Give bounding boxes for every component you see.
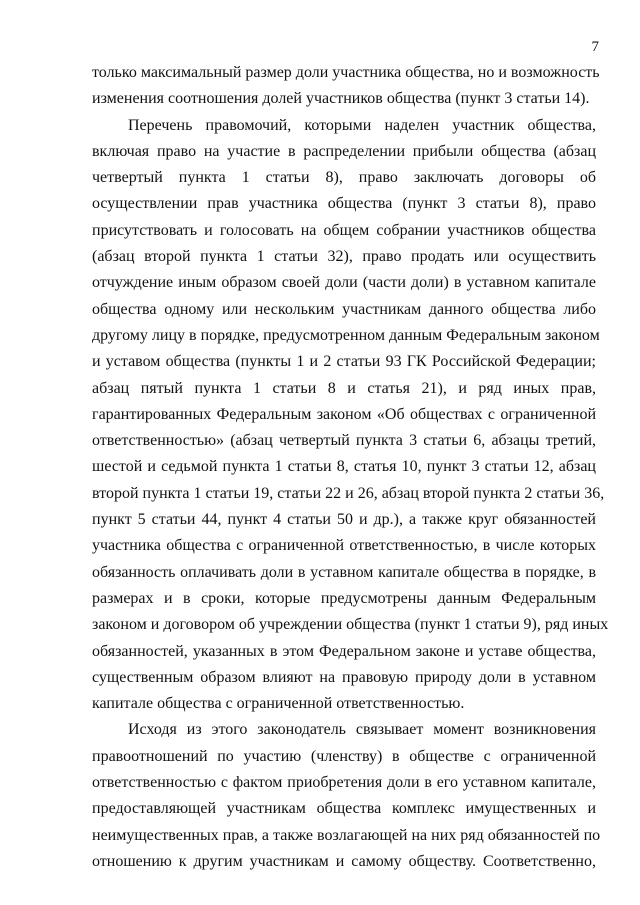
text-line: второй пункта 1 статьи 19, статьи 22 и 26, абзац второй пункта 2 статьи 36, bbox=[92, 484, 605, 502]
text-line: существенным образом влияют на правовую природу доли в уставном bbox=[92, 668, 596, 686]
text-line: правоотношений по участию (членству) в обществе с ограниченной bbox=[92, 747, 596, 765]
text-line: гарантированных Федеральным законом «Об обществах с ограниченной bbox=[92, 405, 596, 423]
text-line: участника общества с ограниченной ответственностью, в числе которых bbox=[92, 537, 596, 555]
text-line: общества одному или нескольким участникам данного общества либо bbox=[92, 300, 596, 318]
text-line: размерах и в сроки, которые предусмотрены данным Федеральным bbox=[92, 589, 596, 607]
text-line: другому лицу в порядке, предусмотренном данным Федеральным законом bbox=[92, 326, 600, 344]
text-line: отчуждение иным образом своей доли (части доли) в уставном капитале bbox=[92, 274, 596, 292]
text-line: включая право на участие в распределении прибыли общества (абзац bbox=[92, 142, 596, 160]
text-line: Исходя из этого законодатель связывает момент возникновения bbox=[128, 721, 596, 739]
body-text bbox=[92, 60, 609, 875]
text-line: неимущественных прав, а также возлагающей на них ряд обязанностей по bbox=[92, 826, 601, 844]
text-line: осуществлении прав участника общества (пункт 3 статьи 8), право bbox=[92, 195, 596, 213]
text-line: и уставом общества (пункты 1 и 2 статьи 93 ГК Российской Федерации; bbox=[92, 353, 596, 371]
page-number: 7 bbox=[591, 39, 599, 55]
text-line: ответственностью» (абзац четвертый пункта 3 статьи 6, абзацы третий, bbox=[92, 432, 596, 450]
paragraph-2 bbox=[92, 113, 609, 718]
text-line: пункт 5 статьи 44, пункт 4 статьи 50 и др.), а также круг обязанностей bbox=[92, 511, 596, 529]
text-line: абзац пятый пункта 1 статьи 8 и статья 21), и ряд иных прав, bbox=[92, 379, 596, 397]
text-line: обязанность оплачивать доли в уставном капитале общества в порядке, в bbox=[92, 563, 596, 581]
text-line: капитале общества с ограниченной ответственностью. bbox=[92, 695, 465, 713]
paragraph-1 bbox=[92, 60, 600, 113]
text-line: изменения соотношения долей участников общества (пункт 3 статьи 14). bbox=[92, 90, 590, 108]
text-line: законом и договором об учреждении общества (пункт 1 статьи 9), ряд иных bbox=[92, 616, 609, 634]
text-line: отношению к другим участникам и самому обществу. Соответственно, bbox=[92, 852, 596, 870]
text-line: шестой и седьмой пункта 1 статьи 8, статья 10, пункт 3 статьи 12, абзац bbox=[92, 458, 596, 476]
text-line: присутствовать и голосовать на общем собрании участников общества bbox=[92, 221, 596, 239]
paragraph-3 bbox=[92, 717, 601, 875]
text-line: четвертый пункта 1 статьи 8), право заключать договоры об bbox=[92, 169, 596, 187]
text-line: ответственностью с фактом приобретения доли в его уставном капитале, bbox=[92, 774, 596, 792]
text-line: обязанностей, указанных в этом Федеральном законе и уставе общества, bbox=[92, 642, 596, 660]
text-line: предоставляющей участникам общества комплекс имущественных и bbox=[92, 800, 596, 818]
text-line: только максимальный размер доли участника общества, но и возможность bbox=[92, 64, 600, 81]
text-line: Перечень правомочий, которыми наделен участник общества, bbox=[128, 116, 596, 134]
text-line: (абзац второй пункта 1 статьи 32), право продать или осуществить bbox=[92, 248, 596, 266]
